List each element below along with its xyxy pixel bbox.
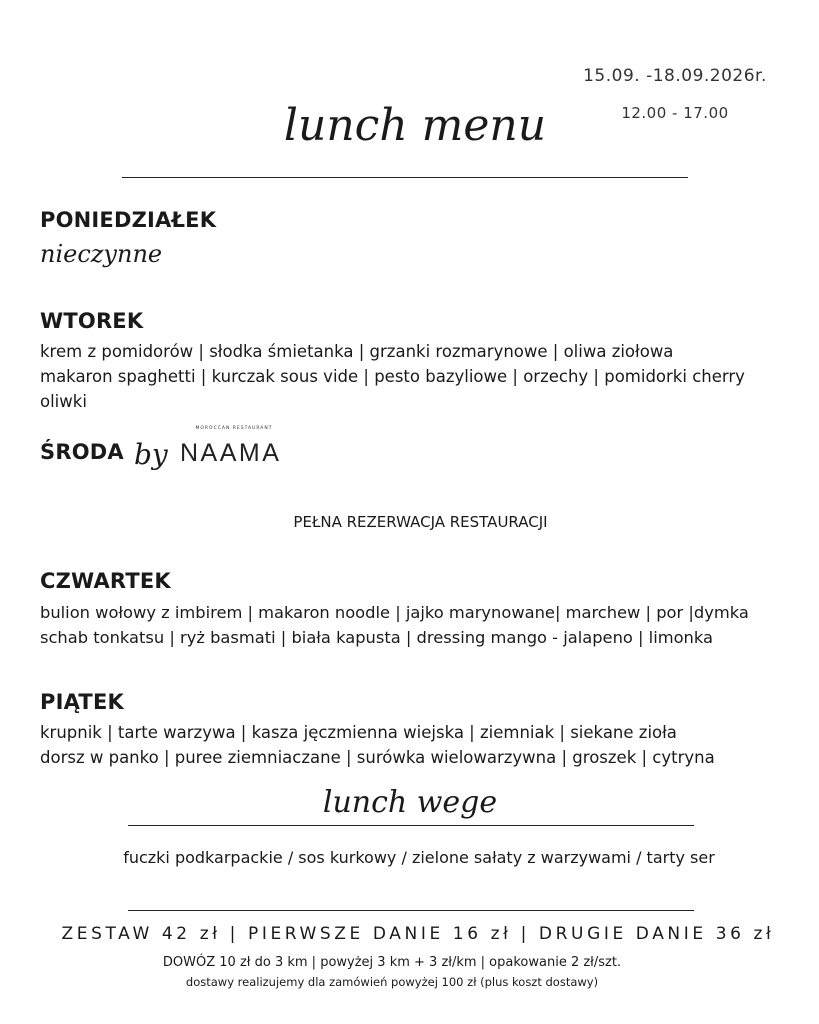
day-monday-heading: PONIEDZIAŁEK [40, 208, 217, 232]
thursday-menu-line: schab tonkatsu | ryż basmati | biała kapusta | dressing mango - jalapeno | limonka [40, 628, 713, 647]
day-thursday-heading: CZWARTEK [40, 569, 171, 593]
delivery-note: dostawy realizujemy dla zamówień powyżej 100 zł (plus koszt dostawy) [185, 975, 599, 989]
monday-closed-note: nieczynne [40, 240, 163, 268]
day-wednesday-heading: ŚRODA [40, 440, 124, 464]
by-label: by [134, 438, 168, 471]
thursday-menu-line: bulion wołowy z imbirem | makaron noodle | jajko marynowane| marchew | por |dymka [40, 603, 749, 622]
vege-menu-line: fuczki podkarpackie / sos kurkowy / zielone sałaty z warzywami / tarty ser [123, 848, 715, 867]
tuesday-menu-line: oliwki [40, 392, 87, 411]
vege-title: lunch wege [322, 785, 498, 820]
friday-menu-line: dorsz w panko | puree ziemniaczane | surówka wielowarzywna | groszek | cytryna [40, 748, 715, 767]
day-tuesday-heading: WTOREK [40, 309, 144, 333]
friday-menu-line: krupnik | tarte warzywa | kasza jęczmienna wiejska | ziemniak | siekane zioła [40, 723, 677, 742]
pricing-divider [128, 910, 694, 911]
logo-subtitle: MOROCCAN RESTAURANT [195, 426, 273, 431]
date-range: 15.09. -18.09.2026r. [583, 66, 767, 86]
day-friday-heading: PIĄTEK [40, 690, 124, 714]
logo-name: NAAMA [180, 439, 282, 467]
header-divider [122, 177, 688, 178]
tuesday-menu-line: makaron spaghetti | kurczak sous vide | pesto bazyliowe | orzechy | pomidorki cherry [40, 367, 745, 386]
vege-divider [128, 825, 694, 826]
naama-logo [180, 426, 292, 468]
price-list: ZESTAW 42 zł | PIERWSZE DANIE 16 zł | DRUGIE DANIE 36 zł [61, 924, 775, 944]
page-title: lunch menu [283, 100, 547, 151]
opening-hours: 12.00 - 17.00 [621, 104, 729, 122]
wednesday-reservation-notice: PEŁNA REZERWACJA RESTAURACJI [293, 513, 548, 531]
delivery-info: DOWÓZ 10 zł do 3 km | powyżej 3 km + 3 zł/km | opakowanie 2 zł/szt. [162, 955, 622, 970]
tuesday-menu-line: krem z pomidorów | słodka śmietanka | grzanki rozmarynowe | oliwa ziołowa [40, 342, 674, 361]
